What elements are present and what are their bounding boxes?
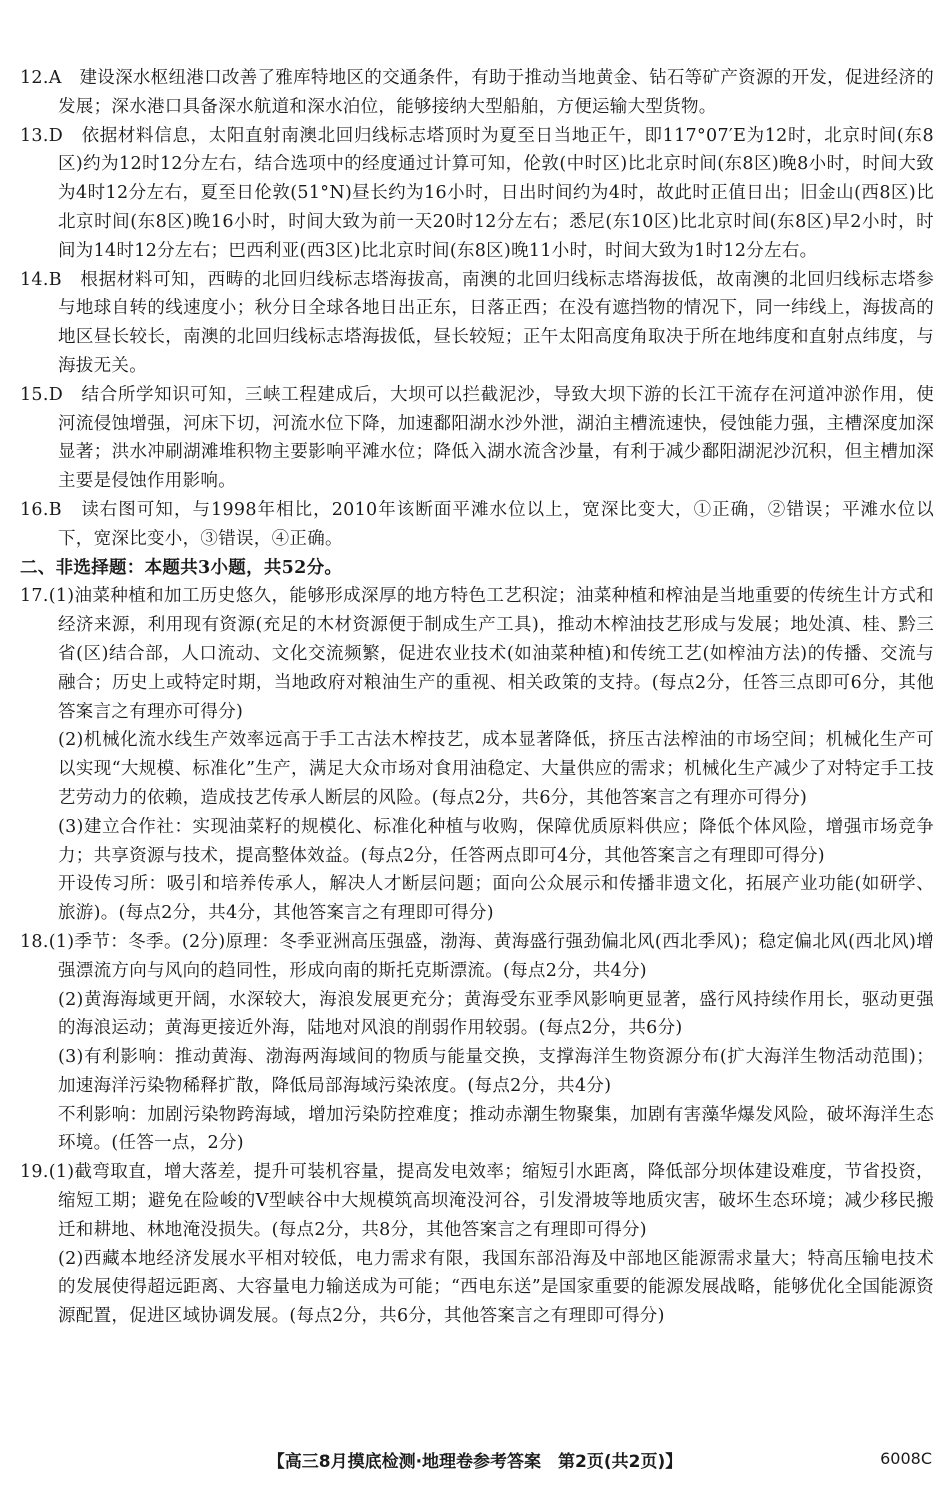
page-footer (0, 1447, 950, 1477)
answer-14: 14.B 根据材料可知，西畴的北回归线标志塔海拔高，南澳的北回归线标志塔海拔低，故南澳的北回归线标志塔参与地球自转的线速度小；秋分日全球各地日出正东，日落正西；在没有遮挡物的情况下，同一纬线上，海拔高的地区昼长较长，南澳的北回归线标志塔海拔低，昼长较短；正午太阳高度角取决于所在地纬度和直射点纬度，与海拔无关。 (20, 269, 934, 376)
answer-content (20, 64, 934, 1331)
answer-18-part3b: 不利影响：加剧污染物跨海域，增加污染防控难度；推动赤潮生物聚集，加剧有害藻华爆发风险，破坏海洋生态环境。(任答一点，2分) (58, 1104, 934, 1154)
section-heading: 二、非选择题：本题共3小题，共52分。 (20, 557, 343, 578)
footer-title: 【高三8月摸底检测·地理卷参考答案 第2页(共2页)】 (267, 1452, 683, 1472)
answer-12: 12.A 建设深水枢纽港口改善了雅库特地区的交通条件，有助于推动当地黄金、钻石等矿产资源的开发，促进经济的发展；深水港口具备深水航道和深水泊位，能够接纳大型船舶，方便运输大型货物。 (20, 68, 934, 117)
answer-19-part2: (2)西藏本地经济发展水平相对较低，电力需求有限，我国东部沿海及中部地区能源需求量大；特高压输电技术的发展使得超远距离、大容量电力输送成为可能；“西电东送”是国家重要的能源发展战略，能够优化全国能源资源配置，促进区域协调发展。(每点2分，共6分，其他答案言之有理即可得分) (58, 1248, 934, 1327)
answer-19-part1: 19.(1)截弯取直，增大落差，提升可装机容量，提高发电效率；缩短引水距离，降低部分坝体建设难度，节省投资，缩短工期；避免在险峻的V型峡谷中大规模筑高坝淹没河谷，引发滑坡等地质灾害，破坏生态环境；减少移民搬迁和耕地、林地淹没损失。(每点2分，共8分，其他答案言之有理即可得分) (20, 1162, 934, 1240)
answer-13: 13.D 依据材料信息，太阳直射南澳北回归线标志塔顶时为夏至日当地正午，即117°07′E为12时，北京时间(东8区)约为12时12分左右，结合选项中的经度通过计算可知，伦敦(中时区)比北京时间(东8区)晚8小时，时间大致为4时12分左右，夏至日伦敦(51°N)昼长约为16小时，日出时间约为4时，故此时正值日出；旧金山(西8区)比北京时间(东8区)晚16小时，时间大致为前一天20时12分左右；悉尼(东10区)比北京时间(东8区)早2小时，时间为14时12分左右；巴西利亚(西3区)比北京时间(东8区)晚11小时，时间大致为1时12分左右。 (20, 125, 934, 261)
answer-17-part3a: (3)建立合作社：实现油菜籽的规模化、标准化种植与收购，保障优质原料供应；降低个体风险，增强市场竞争力；共享资源与技术，提高整体效益。(每点2分，任答两点即可4分，其他答案言之有理即可得分) (58, 816, 934, 866)
answer-15: 15.D 结合所学知识可知，三峡工程建成后，大坝可以拦截泥沙，导致大坝下游的长江干流存在河道冲淤作用，使河流侵蚀增强，河床下切，河流水位下降，加速鄱阳湖水沙外泄，湖泊主槽流速快，侵蚀能力强，主槽深度加深显著；洪水冲刷湖滩堆积物主要影响平滩水位；降低入湖水流含沙量，有利于减少鄱阳湖泥沙沉积，但主槽加深主要是侵蚀作用影响。 (20, 384, 934, 492)
answer-18-part1: 18.(1)季节：冬季。(2分)原理：冬季亚洲高压强盛，渤海、黄海盛行强劲偏北风(西北季风)；稳定偏北风(西北风)增强漂流方向与风向的趋同性，形成向南的斯托克斯漂流。(每点2分，共4分) (20, 931, 934, 981)
answer-16: 16.B 读右图可知，与1998年相比，2010年该断面平滩水位以上，宽深比变大，①正确，②错误；平滩水位以下，宽深比变小，③错误，④正确。 (20, 499, 934, 549)
answer-18-part3a: (3)有利影响：推动黄海、渤海两海域间的物质与能量交换，支撑海洋生物资源分布(扩大海洋生物活动范围)；加速海洋污染物稀释扩散，降低局部海域污染浓度。(每点2分，共4分) (58, 1047, 934, 1096)
answer-17-part3b: 开设传习所：吸引和培养传承人，解决人才断层问题；面向公众展示和传播非遗文化，拓展产业功能(如研学、旅游)。(每点2分，共4分，其他答案言之有理即可得分) (58, 874, 934, 924)
footer-code: 6008C (880, 1449, 932, 1468)
answer-17-part1: 17.(1)油菜种植和加工历史悠久，能够形成深厚的地方特色工艺积淀；油菜种植和榨油是当地重要的传统生计方式和经济来源，利用现有资源(充足的木材资源便于制成生产工具)，推动木榨油技艺形成与发展；地处滇、桂、黔三省(区)结合部，人口流动、文化交流频繁，促进农业技术(如油菜种植)和传统工艺(如榨油方法)的传播、交流与融合；历史上或特定时期，当地政府对粮油生产的重视、相关政策的支持。(每点2分，任答三点即可6分，其他答案言之有理亦可得分) (20, 586, 934, 722)
answer-17-part2: (2)机械化流水线生产效率远高于手工古法木榨技艺，成本显著降低，挤压古法榨油的市场空间；机械化生产可以实现“大规模、标准化”生产，满足大众市场对食用油稳定、大量供应的需求；机械化生产减少了对特定手工技艺劳动力的依赖，造成技艺传承人断层的风险。(每点2分，共6分，其他答案言之有理亦可得分) (58, 730, 934, 808)
answer-18-part2: (2)黄海海域更开阔，水深较大，海浪发展更充分；黄海受东亚季风影响更显著，盛行风持续作用长，驱动更强的海浪运动；黄海更接近外海，陆地对风浪的削弱作用较弱。(每点2分，共6分) (58, 989, 934, 1039)
